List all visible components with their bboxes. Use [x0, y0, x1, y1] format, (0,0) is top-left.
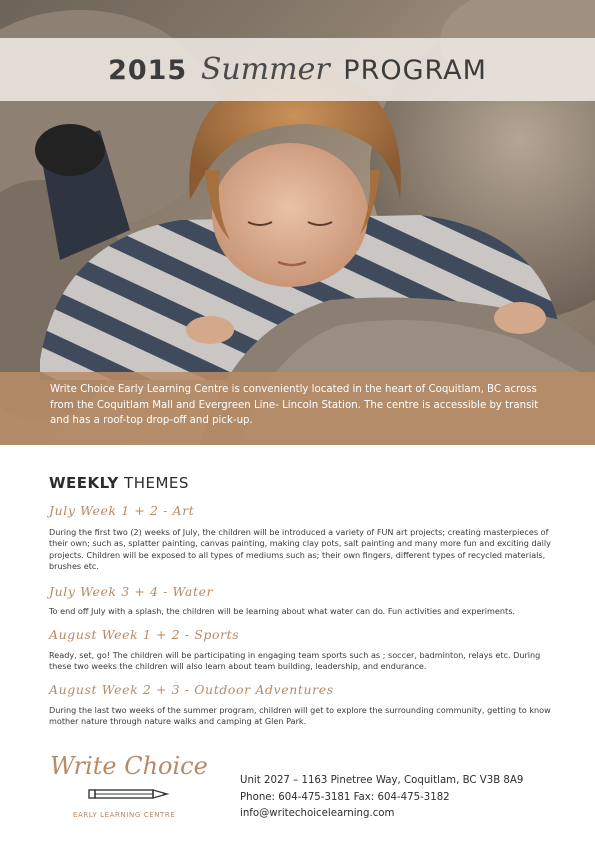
intro-text: Write Choice Early Learning Centre is conveniently located in the heart of Coquitlam, BC across from the Coquitlam Mall and Evergreen Line- Lincoln Station. The centre is accessible by transit and has a roof-top drop-off and pick-up. [50, 384, 539, 426]
heading-strong: WEEKLY [49, 474, 119, 492]
week-text-4: During the last two weeks of the summer program, children will get to explore the surrounding community, getting to know mother nature through nature walks and camping at Glen Park. [49, 705, 551, 727]
week-text-3: Ready, set, go! The children will be participating in engaging team sports such as ; soccer, badminton, relays etc. During these two weeks the children will also learn about team building, leadership, and endurance. [49, 650, 541, 672]
weekly-themes-heading [49, 474, 189, 492]
week-title-1: July Week 1 + 2 - Art [49, 503, 195, 518]
heading-rest: THEMES [124, 474, 189, 492]
page-title [0, 52, 595, 87]
title-script-word: Summer [200, 52, 330, 87]
title-program: PROGRAM [343, 55, 487, 86]
contact-info [240, 773, 523, 823]
logo-subtitle: EARLY LEARNING CENTRE [73, 811, 176, 819]
pencil-icon [88, 787, 170, 801]
week-title-3: August Week 1 + 2 - Sports [49, 627, 240, 642]
week-title-2: July Week 3 + 4 - Water [49, 584, 214, 599]
week-title-4: August Week 2 + 3 - Outdoor Adventures [49, 682, 334, 697]
week-text-2: To end off July with a splash, the children will be learning about what water can do. Fun activities and experiments. [49, 606, 515, 616]
address: Unit 2027 – 1163 Pinetree Way, Coquitlam, BC V3B 8A9 [240, 775, 524, 786]
email-link[interactable]: info@writechoicelearning.com [240, 808, 395, 819]
logo-text: Write Choice [50, 752, 208, 780]
title-year: 2015 [108, 55, 188, 86]
phone-fax: Phone: 604-475-3181 Fax: 604-475-3182 [240, 791, 450, 803]
week-text-1: During the first two (2) weeks of July, the children will be introduced a variety of FUN art projects; creating masterpieces of their own; such as, splatter painting, canvas painting, making clay pots, salt painting and many more fun and exciting daily projects. Children will be exposed to all types of mediums such as; their own fingers, different types of recycled materials, brushes etc. [49, 527, 551, 572]
